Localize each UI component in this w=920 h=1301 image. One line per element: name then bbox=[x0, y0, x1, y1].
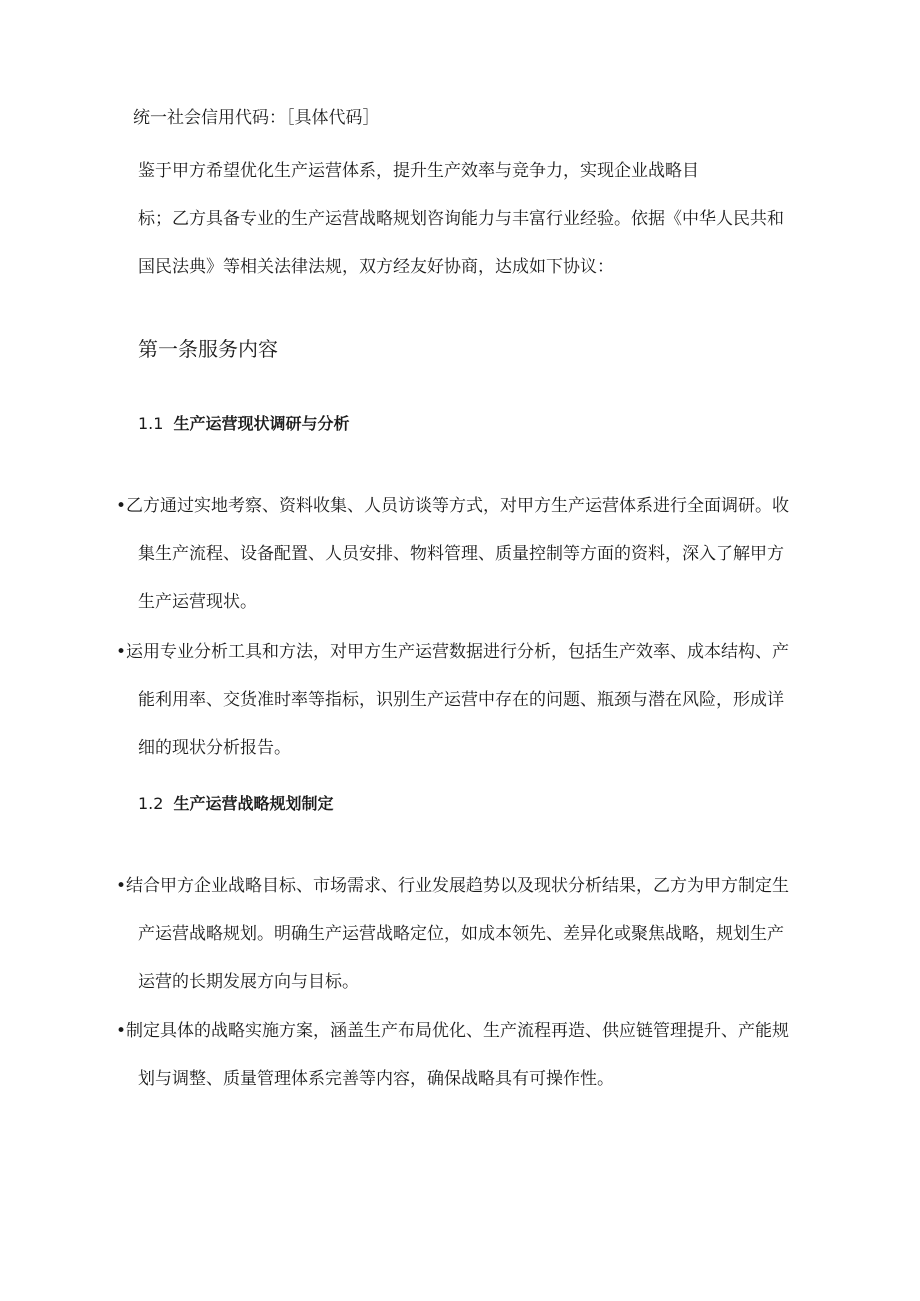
subsection-number: 1.1 bbox=[138, 414, 164, 433]
bullet-2-2-line-2: 划与调整、质量管理体系完善等内容，确保战略具有可操作性。 bbox=[138, 1069, 614, 1089]
subsection-title: 生产运营现状调研与分析 bbox=[173, 414, 350, 433]
bullet-2-1-line-2: 产运营战略规划。明确生产运营战略定位，如成本领先、差异化或聚焦战略，规划生产 bbox=[138, 924, 784, 944]
intro-line-3: 国民法典》等相关法律法规，双方经友好协商，达成如下协议： bbox=[138, 257, 614, 277]
subsection-title: 生产运营战略规划制定 bbox=[173, 794, 334, 813]
subsection-number: 1.2 bbox=[138, 794, 164, 813]
section-title: 第一条服务内容 bbox=[138, 337, 278, 361]
bullet-2-1-line-1: •结合甲方企业战略目标、市场需求、行业发展趋势以及现状分析结果，乙方为甲方制定生 bbox=[116, 876, 790, 896]
bullet-1-2-line-2: 能利用率、交货准时率等指标，识别生产运营中存在的问题、瓶颈与潜在风险，形成详 bbox=[138, 690, 784, 710]
bullet-1-1-line-3: 生产运营现状。 bbox=[138, 592, 257, 612]
bullet-2-2-line-1: •制定具体的战略实施方案，涵盖生产布局优化、生产流程再造、供应链管理提升、产能规 bbox=[116, 1021, 790, 1041]
bullet-1-2-line-1: •运用专业分析工具和方法，对甲方生产运营数据进行分析，包括生产效率、成本结构、产 bbox=[116, 642, 790, 662]
bullet-1-1-line-1: •乙方通过实地考察、资料收集、人员访谈等方式，对甲方生产运营体系进行全面调研。收 bbox=[116, 496, 790, 516]
bullet-1-2-line-3: 细的现状分析报告。 bbox=[138, 738, 291, 758]
subsection-heading-1-2 bbox=[138, 793, 333, 815]
intro-line-2: 标；乙方具备专业的生产运营战略规划咨询能力与丰富行业经验。依据《中华人民共和 bbox=[138, 209, 784, 229]
bullet-1-1-line-2: 集生产流程、设备配置、人员安排、物料管理、质量控制等方面的资料，深入了解甲方 bbox=[138, 544, 784, 564]
credit-code-line: 统一社会信用代码：［具体代码］ bbox=[133, 108, 380, 128]
intro-line-1: 鉴于甲方希望优化生产运营体系，提升生产效率与竞争力，实现企业战略目 bbox=[138, 161, 699, 181]
bullet-2-1-line-3: 运营的长期发展方向与目标。 bbox=[138, 972, 359, 992]
subsection-heading-1-1 bbox=[138, 413, 349, 435]
